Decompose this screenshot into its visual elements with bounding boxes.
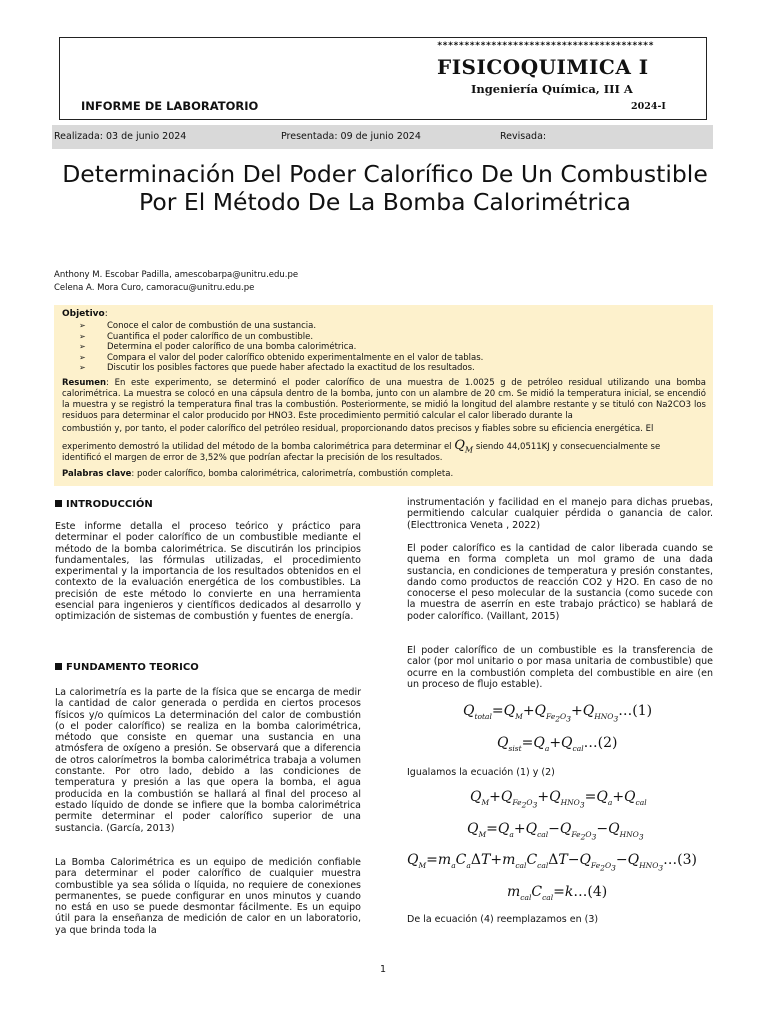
author-2: Celena A. Mora Curo, camoracu@unitru.edu.pe bbox=[54, 283, 255, 293]
right-paragraph-2: El poder calorífico es la cantidad de calor liberada cuando se quema en forma completa un mol gramo de una dada sustancia, en condiciones de temperatura y presión constantes, dando como productos de reacción CO2 y H2O. En caso de no conocerse el peso molecular de la sustancia (como sucede con la muestra de aserrín en este trabajo práctico) se hablará de poder calorífico. (Vaillant, 2015) bbox=[407, 543, 713, 622]
dates-bar bbox=[52, 125, 713, 149]
theory-paragraph-2: La Bomba Calorimétrica es un equipo de medición confiable para determinar el poder calorífico de cualquier muestra combustible ya sea sólida o líquida, no requiere de conexiones permanentes, se puede configurar en unos minutos y cuando no está en uso se puede desmontar fácilmente. Es un equipo útil para la enseñanza de medición de calor en un laboratorio, ya que brinda toda la bbox=[55, 857, 361, 936]
semester-label: 2024-I bbox=[631, 101, 666, 112]
author-1: Anthony M. Escobar Padilla, amescobarpa@unitru.edu.pe bbox=[54, 270, 299, 280]
qm-symbol: $Q_M$ bbox=[454, 438, 474, 455]
date-revisada: Revisada: bbox=[500, 131, 547, 142]
equation-4: $m_{cal}C_{cal}=k\dots(4)$ bbox=[507, 884, 608, 902]
objective-item: ➢ Discutir los posibles factores que puede haber afectado la exactitud de los resultados. bbox=[79, 363, 475, 373]
header-stars: **************************************** bbox=[437, 41, 654, 51]
paper-title: Determinación Del Poder Calorífico De Un Combustible Por El Método De La Bomba Calorimétrica bbox=[62, 160, 708, 216]
abstract-box bbox=[54, 305, 713, 486]
objective-item: ➢ Cuantifica el poder calorífico de un combustible. bbox=[79, 331, 314, 342]
objective-item: ➢ Conoce el calor de combustión de una sustancia. bbox=[79, 321, 317, 331]
arrow-bullet-icon: ➢ bbox=[79, 342, 86, 351]
arrow-bullet-icon: ➢ bbox=[79, 363, 86, 372]
theory-paragraph-1: La calorimetría es la parte de la física que se encarga de medir la cantidad de calor generada o perdida en ciertos procesos físicos y/o químicos La determinación del calor de combustión (o el poder calorífico) se realiza en la bomba calorimétrica, método que consiste en quemar una sustancia en una atmósfera de oxígeno a presión. Se observará que a diferencia de otros calorímetros la bomba calorimétrica trabaja a volumen constante. Por otro lado, debido a las condiciones de temperatura y presión a las que opera la bomba, el agua producida en la combustión se hallará al final del proceso al estado líquido de donde se infiere que la bomba calorimétrica permite determinar el poder calorífico superior de una sustancia. (García, 2013) bbox=[55, 687, 361, 834]
abstract-text: Resumen: En este experimento, se determinó el poder calorífico de una muestra de 1.0025 g de petróleo residual utilizando una bomba calorimétrica. La muestra se colocó en una cápsula dentro de la bomba, junto con un alambre de 20 cm. Se midió la temperatura inicial, se encendió la muestra y se registró la temperatura final tras la combustión. Posteriormente, se midió la longitud del alambre restante y se tituló con Na2CO3 los residuos para determinar el calor producido por HNO3. Este procedimiento permitió calcular el calor liberado durante la bbox=[62, 378, 706, 421]
arrow-bullet-icon: ➢ bbox=[79, 321, 86, 330]
right-paragraph-1: instrumentación y facilidad en el manejo para dichas pruebas, permitiendo calcular cualquier pérdida o ganancia de calor. (Electtronica Veneta , 2022) bbox=[407, 497, 713, 531]
arrow-bullet-icon: ➢ bbox=[79, 331, 86, 341]
equation-2: $Q_{sist}=Q_a+Q_{cal}\dots(2)$ bbox=[497, 735, 618, 753]
keywords: Palabras clave: poder calorífico, bomba calorimétrica, calorimetría, combustión completa. bbox=[62, 469, 454, 479]
equation-1: $Q_{total}=Q_M+Q_{Fe_2O_3}+Q_{HNO_3}\dots(1)$ bbox=[463, 703, 653, 724]
theory-heading: FUNDAMENTO TEORICO bbox=[55, 662, 199, 673]
authors bbox=[54, 269, 298, 295]
square-bullet-icon bbox=[55, 663, 62, 670]
intro-paragraph: Este informe detalla el proceso teórico y práctico para determinar el poder calorífico de un combustible mediante el método de la bomba calorimétrica. Se discutirán los principios fundamentales, las fórmulas utilizadas, el procedimiento experimental y la importancia de los resultados obtenidos en el contexto de la evaluación energética de los combustibles. La precisión de este método lo convierte en una herramienta esencial para ingenieros y científicos dedicados al desarrollo y optimización de sistemas de combustión y fuentes de energía. bbox=[55, 521, 361, 623]
objectives-list bbox=[79, 321, 483, 374]
report-label: INFORME DE LABORATORIO bbox=[81, 99, 259, 113]
page-number: 1 bbox=[380, 964, 387, 975]
degree-label: Ingeniería Química, III A bbox=[471, 82, 633, 96]
objective-item: ➢ Determina el poder calorífico de una bomba calorimétrica. bbox=[79, 342, 357, 352]
right-paragraph-3: El poder calorífico de un combustible es la transferencia de calor (por mol unitario o por masa unitaria de combustible) que ocurre en la combustión completa del combustible en aire (en un proceso de flujo estable). bbox=[407, 645, 713, 690]
equation-3: $Q_M=m_aC_a\Delta T+m_{cal}C_{cal}\Delta T-Q_{Fe_2O_3}-Q_{HNO_3}\dots(3)$ bbox=[407, 852, 697, 873]
course-title: FISICOQUIMICA I bbox=[437, 55, 649, 79]
substitute-text: De la ecuación (4) reemplazamos en (3) bbox=[407, 914, 599, 925]
equation-combined: $Q_M+Q_{Fe_2O_3}+Q_{HNO_3}=Q_a+Q_{cal}$ bbox=[470, 789, 647, 810]
objective-item: ➢ Compara el valor del poder calorífico obtenido experimentalmente en el valor de tablas. bbox=[79, 352, 484, 363]
arrow-bullet-icon: ➢ bbox=[79, 352, 86, 362]
equate-text: Igualamos la ecuación (1) y (2) bbox=[407, 767, 555, 778]
equation-qm: $Q_M=Q_a+Q_{cal}-Q_{Fe_2O_3}-Q_{HNO_3}$ bbox=[467, 821, 644, 842]
abstract-line-4: identificó el margen de error de 3,52% que podrían afectar la precisión de los resultados. bbox=[62, 453, 443, 463]
abstract-line-3: experimento demostró la utilidad del método de la bomba calorimétrica para determinar el $Q_M$ siendo 44,0511KJ y consecuencialmente se bbox=[62, 438, 661, 455]
date-presentada: Presentada: 09 de junio 2024 bbox=[281, 131, 421, 142]
square-bullet-icon bbox=[55, 500, 62, 507]
objective-heading: Objetivo: bbox=[62, 309, 108, 319]
abstract-line-2: combustión y, por tanto, el poder calorífico del petróleo residual, proporcionando datos precisos y fiables sobre su eficiencia energética. El bbox=[62, 424, 654, 434]
date-realizada: Realizada: 03 de junio 2024 bbox=[54, 131, 187, 142]
intro-heading: INTRODUCCIÓN bbox=[55, 499, 153, 510]
